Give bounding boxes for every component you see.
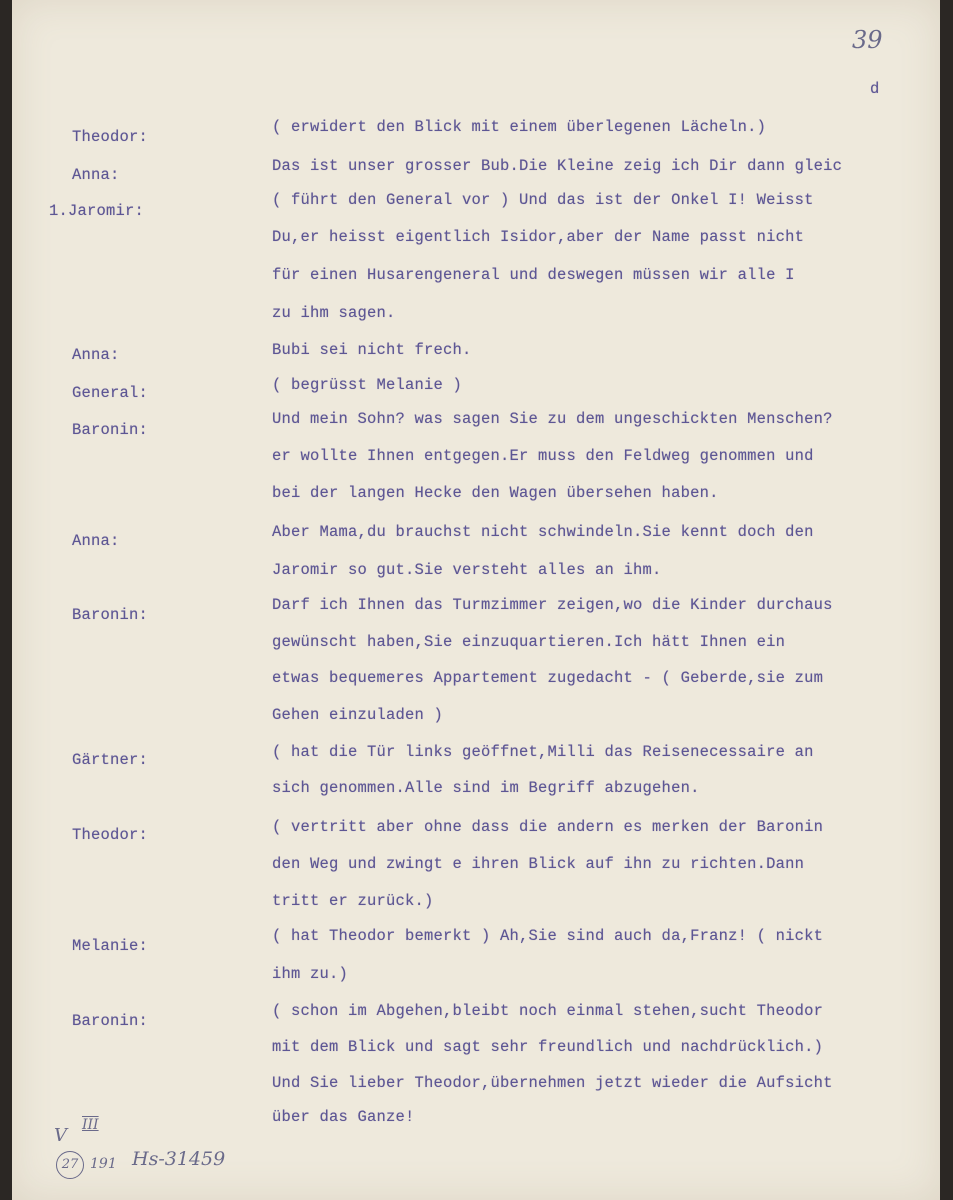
speaker-label: Anna: (72, 166, 120, 184)
page-number: 39 (852, 26, 883, 54)
dialogue-line: Jaromir so gut.Sie versteht alles an ihm. (272, 561, 662, 579)
speaker-label: Baronin: (72, 1012, 149, 1030)
dialogue-line: Und Sie lieber Theodor,übernehmen jetzt wieder die Aufsicht (272, 1074, 833, 1092)
dialogue-line: ( vertritt aber ohne dass die andern es merken der Baronin (272, 818, 824, 836)
speaker-label: Theodor: (72, 826, 149, 844)
dialogue-line: Aber Mama,du brauchst nicht schwindeln.Sie kennt doch den (272, 523, 814, 541)
dialogue-line: ihm zu.) (272, 965, 349, 983)
dialogue-line: ( begrüsst Melanie ) (272, 376, 463, 394)
dialogue-line: er wollte Ihnen entgegen.Er muss den Feldweg genommen und (272, 447, 814, 465)
dialogue-line: sich genommen.Alle sind im Begriff abzugehen. (272, 779, 700, 797)
dialogue-line: Darf ich Ihnen das Turmzimmer zeigen,wo die Kinder durchaus (272, 596, 833, 614)
speaker-label: 1.Jaromir: (49, 202, 145, 220)
dialogue-line: den Weg und zwingt e ihren Blick auf ihn zu richten.Dann (272, 855, 805, 873)
dialogue-line: ( hat Theodor bemerkt ) Ah,Sie sind auch da,Franz! ( nickt (272, 927, 824, 945)
dialogue-line: über das Ganze! (272, 1108, 415, 1126)
dialogue-line: ( führt den General vor ) Und das ist der Onkel I! Weisst (272, 191, 814, 209)
dialogue-line: Du,er heisst eigentlich Isidor,aber der Name passt nicht (272, 228, 805, 246)
dialogue-line: Das ist unser grosser Bub.Die Kleine zeig ich Dir dann gleic (272, 157, 843, 175)
speaker-label: Baronin: (72, 421, 149, 439)
dialogue-line: etwas bequemeres Appartement zugedacht - ( Geberde,sie zum (272, 669, 824, 687)
speaker-label: General: (72, 384, 149, 402)
dialogue-line: ( schon im Abgehen,bleibt noch einmal stehen,sucht Theodor (272, 1002, 824, 1020)
speaker-label: Melanie: (72, 937, 149, 955)
dialogue-line: Und mein Sohn? was sagen Sie zu dem ungeschickten Menschen? (272, 410, 833, 428)
speaker-label: Gärtner: (72, 751, 149, 769)
speaker-label: Anna: (72, 346, 120, 364)
page-mark: d (870, 80, 880, 98)
circled-number: 27 (56, 1151, 84, 1179)
dialogue-line: ( hat die Tür links geöffnet,Milli das Reisenecessaire an (272, 743, 814, 761)
dialogue-line: tritt er zurück.) (272, 892, 434, 910)
shelfmark: Hs-31459 (132, 1148, 226, 1170)
part-annotation: III (82, 1117, 99, 1133)
speaker-label: Theodor: (72, 128, 149, 146)
dialogue-line: Gehen einzuladen ) (272, 706, 444, 724)
speaker-label: Baronin: (72, 606, 149, 624)
dialogue-line: für einen Husarengeneral und deswegen müssen wir alle I (272, 266, 795, 284)
dialogue-line: Bubi sei nicht frech. (272, 341, 472, 359)
folio-number: 191 (90, 1156, 117, 1172)
manuscript-page (12, 0, 940, 1200)
dialogue-line: gewünscht haben,Sie einzuquartieren.Ich hätt Ihnen ein (272, 633, 786, 651)
dialogue-line: zu ihm sagen. (272, 304, 396, 322)
speaker-label: Anna: (72, 532, 120, 550)
dialogue-line: bei der langen Hecke den Wagen übersehen haben. (272, 484, 719, 502)
dialogue-line: mit dem Blick und sagt sehr freundlich und nachdrücklich.) (272, 1038, 824, 1056)
dialogue-line: ( erwidert den Blick mit einem überlegenen Lächeln.) (272, 118, 767, 136)
volume-annotation: V (54, 1125, 67, 1146)
